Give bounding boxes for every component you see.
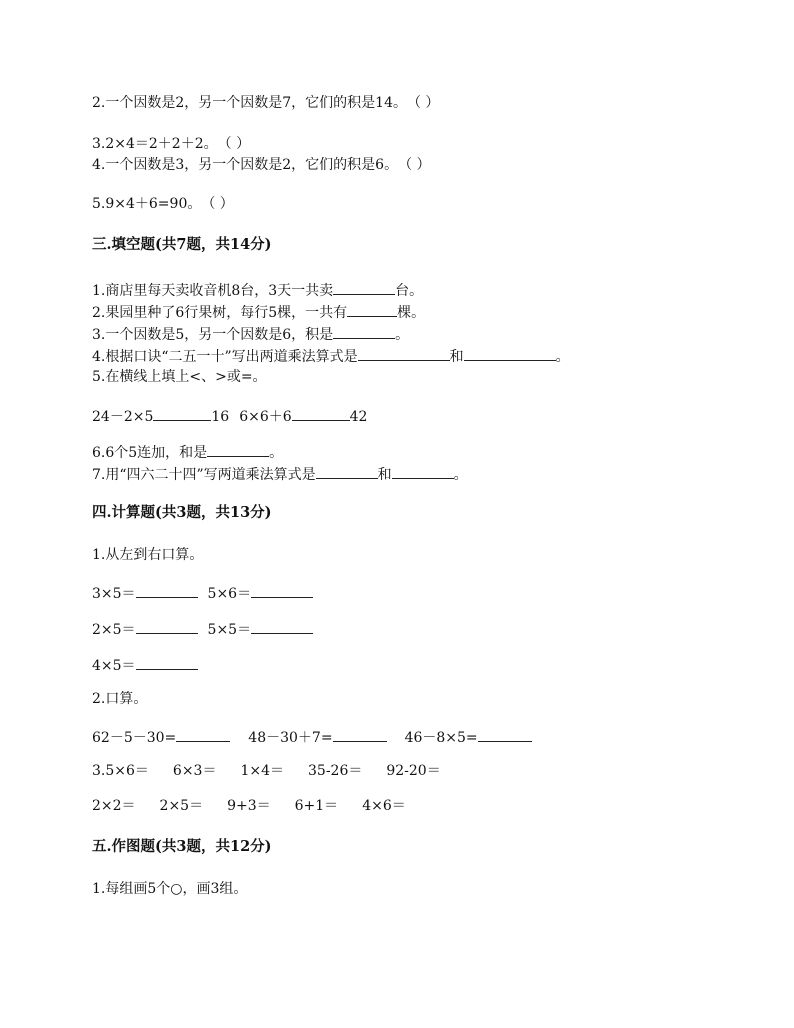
fill-q7-and: 和 [377, 467, 392, 483]
judge-q2: 2.一个因数是2，另一个因数是7，它们的积是14。 （ ） [92, 95, 440, 111]
calc-row-6 [92, 797, 406, 815]
answer-blank[interactable] [136, 583, 198, 598]
calc-row-3 [92, 655, 198, 675]
answer-blank[interactable] [333, 280, 395, 295]
fill-q6 [92, 442, 283, 462]
calc-item: 62－5－30= [92, 730, 177, 746]
fill-q4 [92, 346, 570, 366]
calc-q1: 1.从左到右口算。 [92, 547, 204, 563]
expr-left: 6×6＋6 [239, 409, 292, 425]
calc-item: 5×6＝ [207, 586, 252, 602]
calc-item: 92-20＝ [386, 763, 441, 779]
answer-blank[interactable] [251, 619, 313, 634]
compare-blank[interactable] [153, 406, 211, 421]
draw-q1: 1.每组画5个○，画3组。 [92, 881, 248, 897]
fill-q4-text: 4.根据口诀“二五一十”写出两道乘法算式是 [92, 349, 358, 365]
calc-item: 1×4＝ [240, 763, 284, 779]
answer-blank[interactable] [392, 464, 454, 479]
calc-item: 46－8×5= [404, 730, 478, 746]
answer-blank[interactable] [136, 619, 198, 634]
fill-q2-text: 2.果园里种了6行果树，每行5棵，一共有 [92, 305, 348, 321]
answer-blank[interactable] [333, 727, 387, 742]
expr-left: 24－2×5 [92, 409, 154, 425]
calc-item: 5×5＝ [207, 622, 252, 638]
fill-q3 [92, 324, 409, 344]
fill-q3-end: 。 [395, 327, 410, 343]
fill-q4-and: 和 [449, 349, 464, 365]
calc-item: 9+3＝ [227, 798, 271, 814]
compare-blank[interactable] [292, 406, 350, 421]
expr-right: 42 [349, 409, 368, 425]
calc-item: 6×3＝ [172, 763, 217, 779]
fill-q7-end: 。 [453, 467, 468, 483]
fill-q2-unit: 棵。 [397, 305, 426, 321]
calc-item: 2×5＝ [159, 798, 204, 814]
calc-row-2 [92, 619, 313, 639]
calc-item: 4×6＝ [362, 798, 406, 814]
answer-blank[interactable] [358, 346, 450, 361]
answer-blank[interactable] [316, 464, 378, 479]
calc-q2: 2.口算。 [92, 691, 148, 707]
fill-q7-text: 7.用“四六二十四”写两道乘法算式是 [92, 467, 316, 483]
calc-item: 4×5＝ [92, 658, 136, 674]
section-heading-fill: 三.填空题(共7题，共14分) [92, 236, 272, 253]
expr-right: 16 [211, 409, 230, 425]
answer-blank[interactable] [478, 727, 532, 742]
calc-item: 35-26＝ [308, 763, 363, 779]
calc-item: 2×5＝ [92, 622, 136, 638]
answer-blank[interactable] [176, 727, 230, 742]
fill-q1-unit: 台。 [395, 283, 424, 299]
judge-q5: 5.9×4＋6=90。 （ ） [92, 196, 234, 212]
fill-q5-exprs [92, 406, 367, 426]
fill-q7 [92, 464, 468, 484]
answer-blank[interactable] [333, 324, 395, 339]
calc-item: 3×5＝ [92, 586, 136, 602]
calc-item: 2×2＝ [92, 798, 136, 814]
calc-item: 48－30＋7= [248, 730, 333, 746]
calc-item: 6+1＝ [294, 798, 339, 814]
calc-row-1 [92, 583, 313, 603]
judge-q4: 4.一个因数是3，另一个因数是2，它们的积是6。 （ ） [92, 157, 431, 173]
section-heading-draw: 五.作图题(共3题，共12分) [92, 838, 272, 855]
fill-q5: 5.在横线上填上<、>或=。 [92, 369, 267, 385]
calc-row-5 [92, 762, 441, 780]
answer-blank[interactable] [464, 346, 556, 361]
answer-blank[interactable] [251, 583, 313, 598]
fill-q4-end: 。 [555, 349, 570, 365]
section-heading-calc: 四.计算题(共3题，共13分) [92, 504, 272, 521]
judge-q3: 3.2×4＝2＋2＋2。 （ ） [92, 136, 251, 152]
answer-blank[interactable] [207, 442, 269, 457]
fill-q2 [92, 302, 425, 322]
fill-q6-end: 。 [269, 445, 284, 461]
answer-blank[interactable] [347, 302, 397, 317]
calc-row-4 [92, 727, 532, 747]
fill-q1 [92, 280, 423, 300]
fill-q1-text: 1.商店里每天卖收音机8台，3天一共卖 [92, 283, 334, 299]
calc-item: 3.5×6＝ [92, 763, 149, 779]
fill-q6-text: 6.6个5连加，和是 [92, 445, 208, 461]
answer-blank[interactable] [136, 655, 198, 670]
fill-q3-text: 3.一个因数是5，另一个因数是6，积是 [92, 327, 334, 343]
